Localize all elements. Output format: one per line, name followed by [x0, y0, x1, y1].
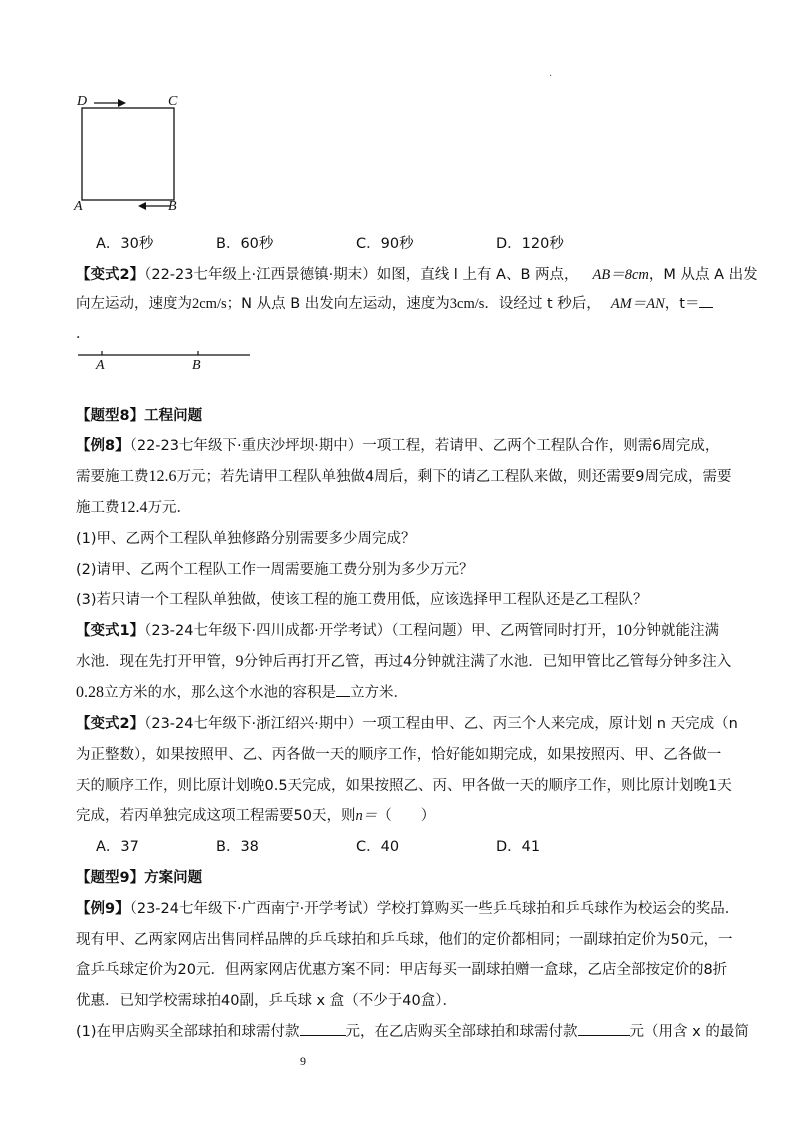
- arrow-left-head-icon: [138, 202, 146, 210]
- line-label-b: B: [192, 358, 201, 373]
- option-a: A．30秒: [96, 236, 154, 252]
- label-d: D: [77, 94, 88, 109]
- li9-line3: 盒乒乓球定价为20元．但两家网店优惠方案不同：甲店每买一副球拍赠一盒球，乙店全部按定价的8折: [76, 962, 728, 978]
- answer-blank: [578, 1021, 630, 1036]
- bianshi1-line2: 水池．现在先打开甲管，9分钟后再打开乙管，再过4分钟就注满了水池．已知甲管比乙管每分钟多注入: [76, 653, 732, 670]
- li9-q1: (1)在甲店购买全部球拍和球需付款 元，在乙店购买全部球拍和球需付款 元（用含 x 的最简: [76, 1020, 748, 1041]
- li8-q3: (3)若只请一个工程队单独做，使该工程的施工费用低，应该选择甲工程队还是乙工程队？: [76, 592, 648, 608]
- option-d: D．120秒: [496, 236, 564, 252]
- answer-blank: [336, 682, 350, 697]
- bianshi2-b-line2: 为正整数），如果按照甲、乙、丙各做一天的顺序工作，恰好能如期完成，如果按照丙、甲、乙各做一: [76, 747, 722, 763]
- top-mark: .: [549, 68, 553, 79]
- tixing8-heading: 【题型8】工程问题: [76, 408, 203, 424]
- bianshi2-a-tag: 【变式2】: [76, 267, 145, 283]
- square-shape: [82, 108, 174, 200]
- option-b: B．38: [216, 839, 259, 855]
- line-label-a: A: [96, 358, 105, 373]
- li8-q1: (1)甲、乙两个工程队单独修路分别需要多少周完成？: [76, 531, 416, 547]
- bianshi1-line1: 【变式1】（23-24七年级下·四川成都·开学考试）（工程问题）甲、乙两管同时打开，10分钟就能注满: [76, 622, 719, 639]
- page-number: 9: [300, 1054, 306, 1068]
- li8-line3: 施工费12.4万元．: [76, 499, 191, 516]
- answer-blank: [699, 293, 713, 308]
- bianshi1-line3: 0.28立方米的水，那么这个水池的容积是 立方米．: [76, 684, 408, 701]
- label-b: B: [168, 199, 177, 214]
- option-c: C．90秒: [356, 236, 414, 252]
- option-d: D．41: [496, 839, 541, 855]
- option-c: C．40: [356, 839, 400, 855]
- bianshi2-b-line4: 完成，若丙单独完成这项工程需要50天，则n＝（ ）: [76, 808, 436, 824]
- li8-line2: 需要施工费12.6万元；若先请甲工程队单独做4周后，剩下的请乙工程队来做，则还需要9周完成，需要: [76, 468, 732, 485]
- li9-line2: 现有甲、乙两家网店出售同样品牌的乒乓球拍和乒乓球，他们的定价都相同；一副球拍定价为50元，一: [76, 932, 733, 948]
- tixing9-heading: 【题型9】方案问题: [76, 870, 203, 886]
- answer-blank: [300, 1021, 346, 1036]
- li9-line4: 优惠．已知学校需球拍40副，乒乓球 x 盒（不少于40盒）．: [76, 993, 457, 1009]
- arrow-right-head-icon: [118, 99, 126, 107]
- bianshi2-a-line3: ．: [76, 326, 91, 342]
- option-b: B．60秒: [216, 236, 274, 252]
- bianshi2-b-line3: 天的顺序工作，则比原计划晚0.5天完成，如果按照乙、丙、甲各做一天的顺序工作，则比原计划晚1天: [76, 778, 732, 794]
- label-c: C: [168, 94, 178, 109]
- bianshi2-a-line2: 向左运动，速度为2cm/s；N 从点 B 出发向左运动，速度为3cm/s．设经过 t 秒后， AM＝AN，t＝: [76, 292, 748, 313]
- li8-q2: (2)请甲、乙两个工程队工作一周需要施工费分别为多少万元？: [76, 562, 474, 578]
- li9-line1: 【例9】（23-24七年级下·广西南宁·开学考试）学校打算购买一些乒乓球拍和乒乓球作为校运会的奖品．: [76, 901, 740, 917]
- li8-line1: 【例8】（22-23七年级下·重庆沙坪坝·期中）一项工程，若请甲、乙两个工程队合作，则需6周完成，: [76, 438, 720, 454]
- label-a: A: [74, 199, 83, 214]
- bianshi2-a-line1: 【变式2】（22-23七年级上·江西景德镇·期末）如图，直线 l 上有 A、B 两点， AB＝8cm，M 从点 A 出发: [76, 267, 758, 283]
- option-a: A．37: [96, 839, 139, 855]
- bianshi2-b-line1: 【变式2】（23-24七年级下·浙江绍兴·期中）一项工程由甲、乙、丙三个人来完成，原计划 n 天完成（n: [76, 716, 738, 732]
